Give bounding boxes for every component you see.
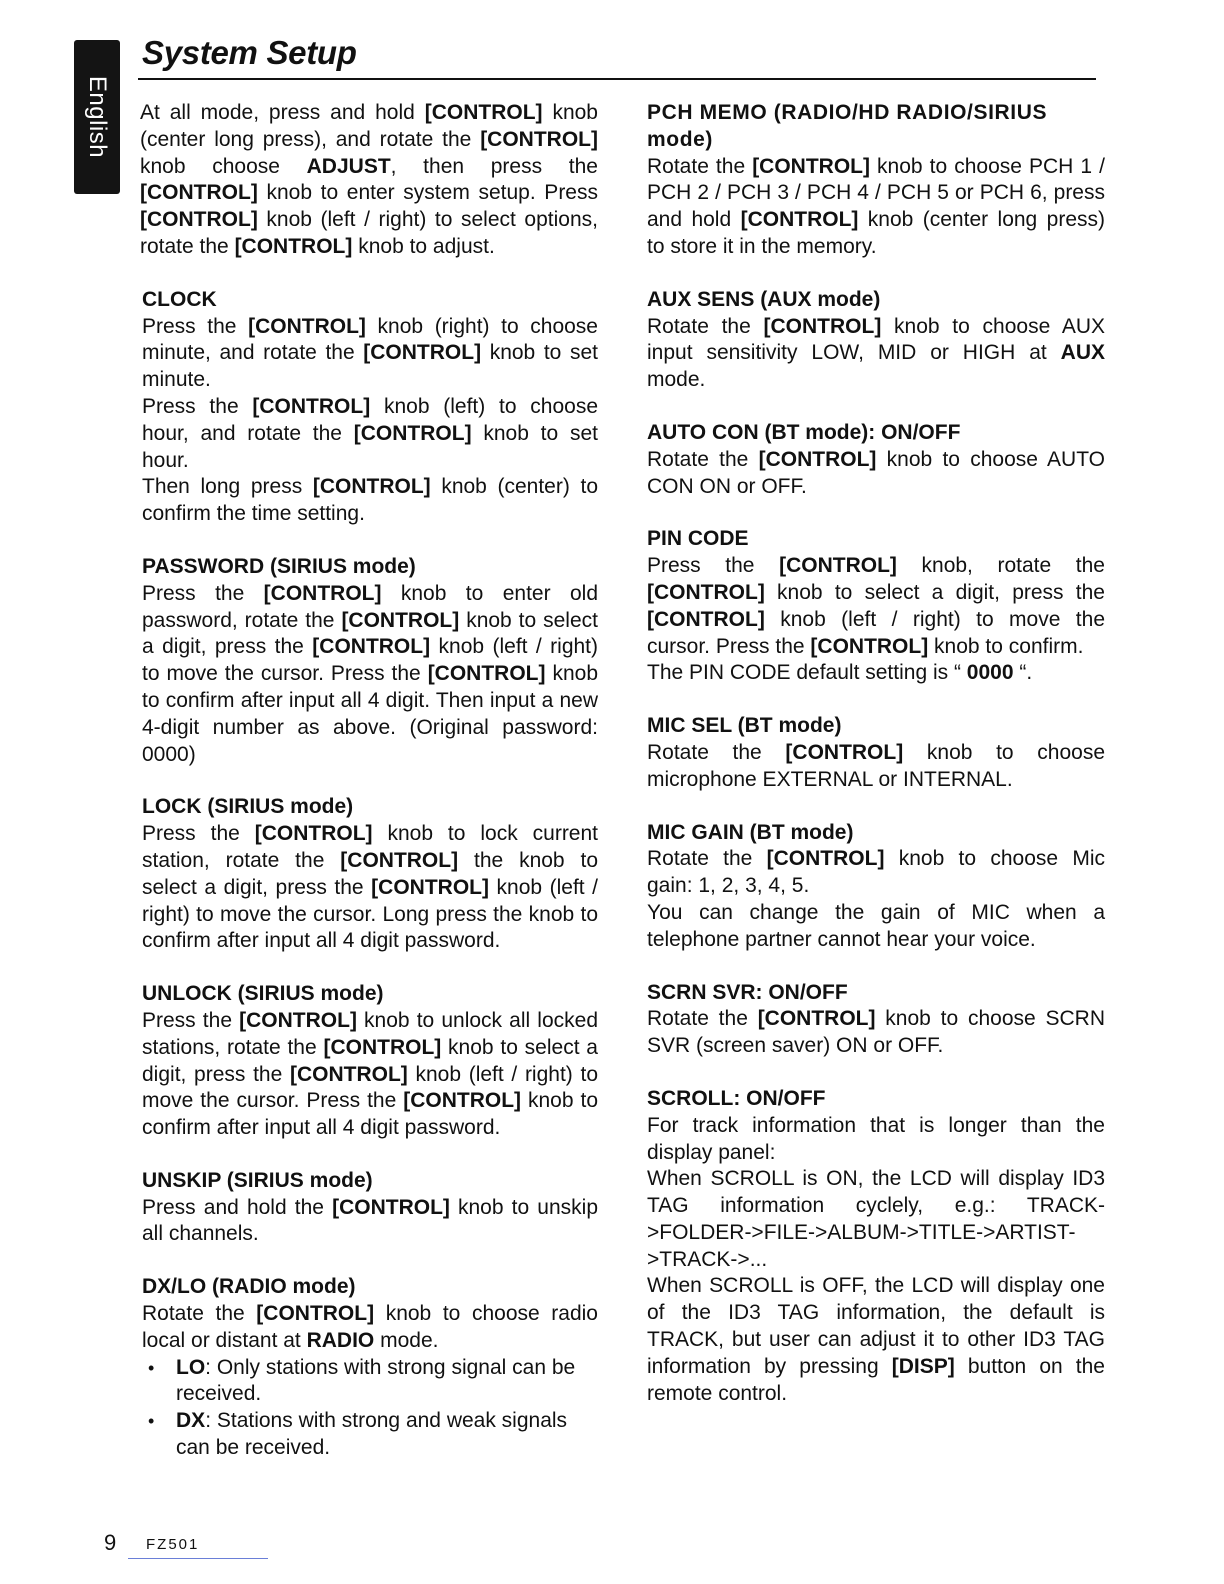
aux-sens-text: Rotate the [CONTROL] knob to choose AUX input sensitivity LOW, MID or HIGH at AUX mode. xyxy=(647,314,1105,392)
pch-memo-heading: PCH MEMO (RADIO/HD RADIO/SIRIUS mode) xyxy=(647,101,1048,151)
pin-code-section xyxy=(647,526,1105,687)
auto-con-heading: AUTO CON (BT mode): ON/OFF xyxy=(647,420,961,444)
bullet-term: LO xyxy=(176,1355,206,1379)
page-number: 9 xyxy=(104,1530,117,1555)
lock-section xyxy=(142,794,598,955)
title-rule xyxy=(138,78,1096,80)
language-tab xyxy=(74,40,120,194)
scrn-svr-section xyxy=(647,980,1105,1060)
pin-code-text-1: Press the [CONTROL] knob, rotate the [CONTROL] knob to select a digit, press the [CONTROL] knob (left / right) to move the cursor. Press the [CONTROL] knob to confirm. xyxy=(647,554,1105,658)
auto-con-text: Rotate the [CONTROL] knob to choose AUTO CON ON or OFF. xyxy=(647,447,1106,498)
footer-rule xyxy=(128,1558,268,1559)
password-text: Press the [CONTROL] knob to enter old password, rotate the [CONTROL] knob to select a digit, press the [CONTROL] knob (left / right) to move the cursor. Press the [CONTROL] knob to confirm after input all 4 digit. Then input a new 4-digit number as above. (Original password: 0000) xyxy=(142,581,599,766)
bullet-item xyxy=(142,1408,598,1462)
page-title: System Setup xyxy=(142,34,357,71)
language-tab-label: English xyxy=(84,75,111,159)
right-column xyxy=(647,100,1105,1407)
bullet-text: : Stations with strong and weak signals can be received. xyxy=(176,1409,568,1460)
mic-gain-text-1: Rotate the [CONTROL] knob to choose Mic gain: 1, 2, 3, 4, 5. xyxy=(647,847,1106,898)
bullet-text: : Only stations with strong signal can be received. xyxy=(176,1355,576,1406)
scroll-text-3: When SCROLL is OFF, the LCD will display one of the ID3 TAG information, the default is TRACK, but user can adjust it to other ID3 TAG information by pressing [DISP] button on the remote control. xyxy=(647,1274,1105,1405)
scrn-svr-text: Rotate the [CONTROL] knob to choose SCRN SVR (screen saver) ON or OFF. xyxy=(647,1007,1106,1058)
unskip-heading: UNSKIP (SIRIUS mode) xyxy=(142,1168,373,1192)
mic-sel-text: Rotate the [CONTROL] knob to choose microphone EXTERNAL or INTERNAL. xyxy=(647,740,1105,791)
mic-gain-heading: MIC GAIN (BT mode) xyxy=(647,820,854,844)
clock-text-1: Press the [CONTROL] knob (right) to choose minute, and rotate the [CONTROL] knob to set minute. xyxy=(142,314,598,392)
password-heading: PASSWORD (SIRIUS mode) xyxy=(142,554,416,578)
bullet-item xyxy=(142,1355,598,1409)
mic-gain-section xyxy=(647,820,1105,954)
unlock-section xyxy=(142,981,598,1142)
scroll-text-2: When SCROLL is ON, the LCD will display ID3 TAG information cyclely, e.g.: TRACK->FOLDER->FILE->ALBUM->TITLE->ARTIST->TRACK->... xyxy=(647,1167,1105,1271)
unskip-text: Press and hold the [CONTROL] knob to unskip all channels. xyxy=(142,1195,598,1246)
scroll-text-1: For track information that is longer than the display panel: xyxy=(647,1113,1105,1164)
clock-heading: CLOCK xyxy=(142,287,217,311)
scroll-heading: SCROLL: ON/OFF xyxy=(647,1086,826,1110)
mic-sel-section xyxy=(647,713,1105,793)
clock-text-2: Press the [CONTROL] knob (left) to choose hour, and rotate the [CONTROL] knob to set hour. xyxy=(142,394,598,472)
pin-code-text-2: The PIN CODE default setting is “ 0000 “. xyxy=(647,661,1033,685)
password-section xyxy=(142,554,598,768)
mic-sel-heading: MIC SEL (BT mode) xyxy=(647,714,842,738)
lock-text: Press the [CONTROL] knob to lock current station, rotate the [CONTROL] the knob to select a digit, press the [CONTROL] knob (left / right) to move the cursor. Long press the knob to confirm after input all 4 digit password. xyxy=(142,822,599,953)
clock-section xyxy=(142,287,598,528)
pin-code-heading: PIN CODE xyxy=(647,527,749,551)
model-name: FZ501 xyxy=(146,1536,200,1553)
intro xyxy=(140,100,598,261)
scroll-section xyxy=(647,1086,1105,1408)
unskip-section xyxy=(142,1168,598,1248)
dxlo-text: Rotate the [CONTROL] knob to choose radio local or distant at RADIO mode. xyxy=(142,1302,598,1352)
pch-memo-section xyxy=(647,100,1105,261)
scrn-svr-heading: SCRN SVR: ON/OFF xyxy=(647,980,848,1004)
unlock-heading: UNLOCK (SIRIUS mode) xyxy=(142,982,384,1006)
aux-sens-heading: AUX SENS (AUX mode) xyxy=(647,287,881,311)
mic-gain-text-2: You can change the gain of MIC when a telephone partner cannot hear your voice. xyxy=(647,900,1105,951)
left-column xyxy=(140,100,598,1462)
aux-sens-section xyxy=(647,287,1105,394)
auto-con-section xyxy=(647,420,1105,500)
clock-text-3: Then long press [CONTROL] knob (center) to confirm the time setting. xyxy=(142,475,599,526)
dxlo-bullet-list xyxy=(142,1355,598,1462)
lock-heading: LOCK (SIRIUS mode) xyxy=(142,795,354,819)
unlock-text: Press the [CONTROL] knob to unlock all locked stations, rotate the [CONTROL] knob to select a digit, press the [CONTROL] knob (left / right) to move the cursor. Press the [CONTROL] knob to confirm after input all 4 digit password. xyxy=(142,1008,599,1140)
bullet-term: DX xyxy=(176,1409,206,1433)
pch-memo-text: Rotate the [CONTROL] knob to choose PCH 1 / PCH 2 / PCH 3 / PCH 4 / PCH 5 or PCH 6, press and hold [CONTROL] knob (center long press) to store it in the memory. xyxy=(647,154,1105,258)
intro-text: At all mode, press and hold [CONTROL] knob (center long press), and rotate the [CONTROL] knob choose ADJUST, then press the [CONTROL] knob to enter system setup. Press [CONTROL] knob (left / right) to select options, rotate the [CONTROL] knob to adjust. xyxy=(140,101,598,258)
dxlo-heading: DX/LO (RADIO mode) xyxy=(142,1275,356,1299)
dxlo-section xyxy=(142,1274,598,1462)
